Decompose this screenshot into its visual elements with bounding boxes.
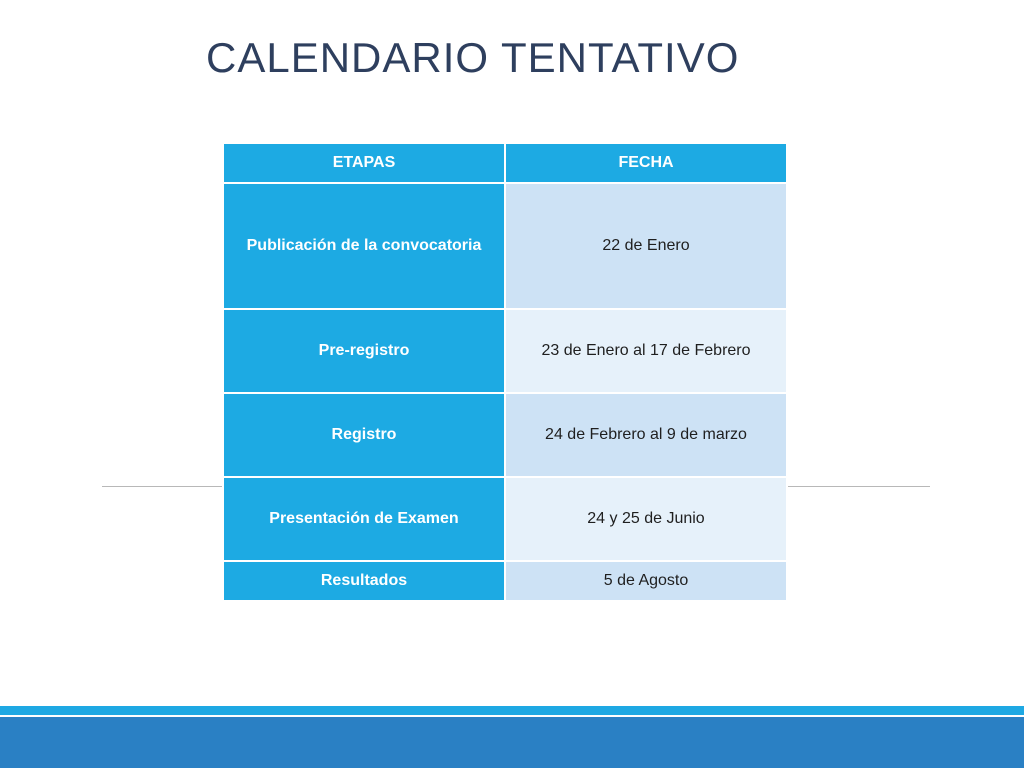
table-row [223,393,787,477]
table-row [223,477,787,561]
footer-band [0,717,1024,768]
slide-title: CALENDARIO TENTATIVO [206,34,740,81]
header-etapas: ETAPAS [223,143,505,183]
stage-cell: Registro [223,393,505,477]
footer-stripe [0,706,1024,715]
stage-cell: Presentación de Examen [223,477,505,561]
header-fecha: FECHA [505,143,787,183]
schedule-table [222,142,788,602]
date-cell: 22 de Enero [505,183,787,309]
stage-cell: Pre-registro [223,309,505,393]
table-row [223,309,787,393]
stage-cell: Resultados [223,561,505,601]
table-header-row [223,143,787,183]
date-cell: 24 y 25 de Junio [505,477,787,561]
date-cell: 5 de Agosto [505,561,787,601]
table-row [223,561,787,601]
date-cell: 23 de Enero al 17 de Febrero [505,309,787,393]
stage-cell: Publicación de la convocatoria [223,183,505,309]
table-row [223,183,787,309]
date-cell: 24 de Febrero al 9 de marzo [505,393,787,477]
